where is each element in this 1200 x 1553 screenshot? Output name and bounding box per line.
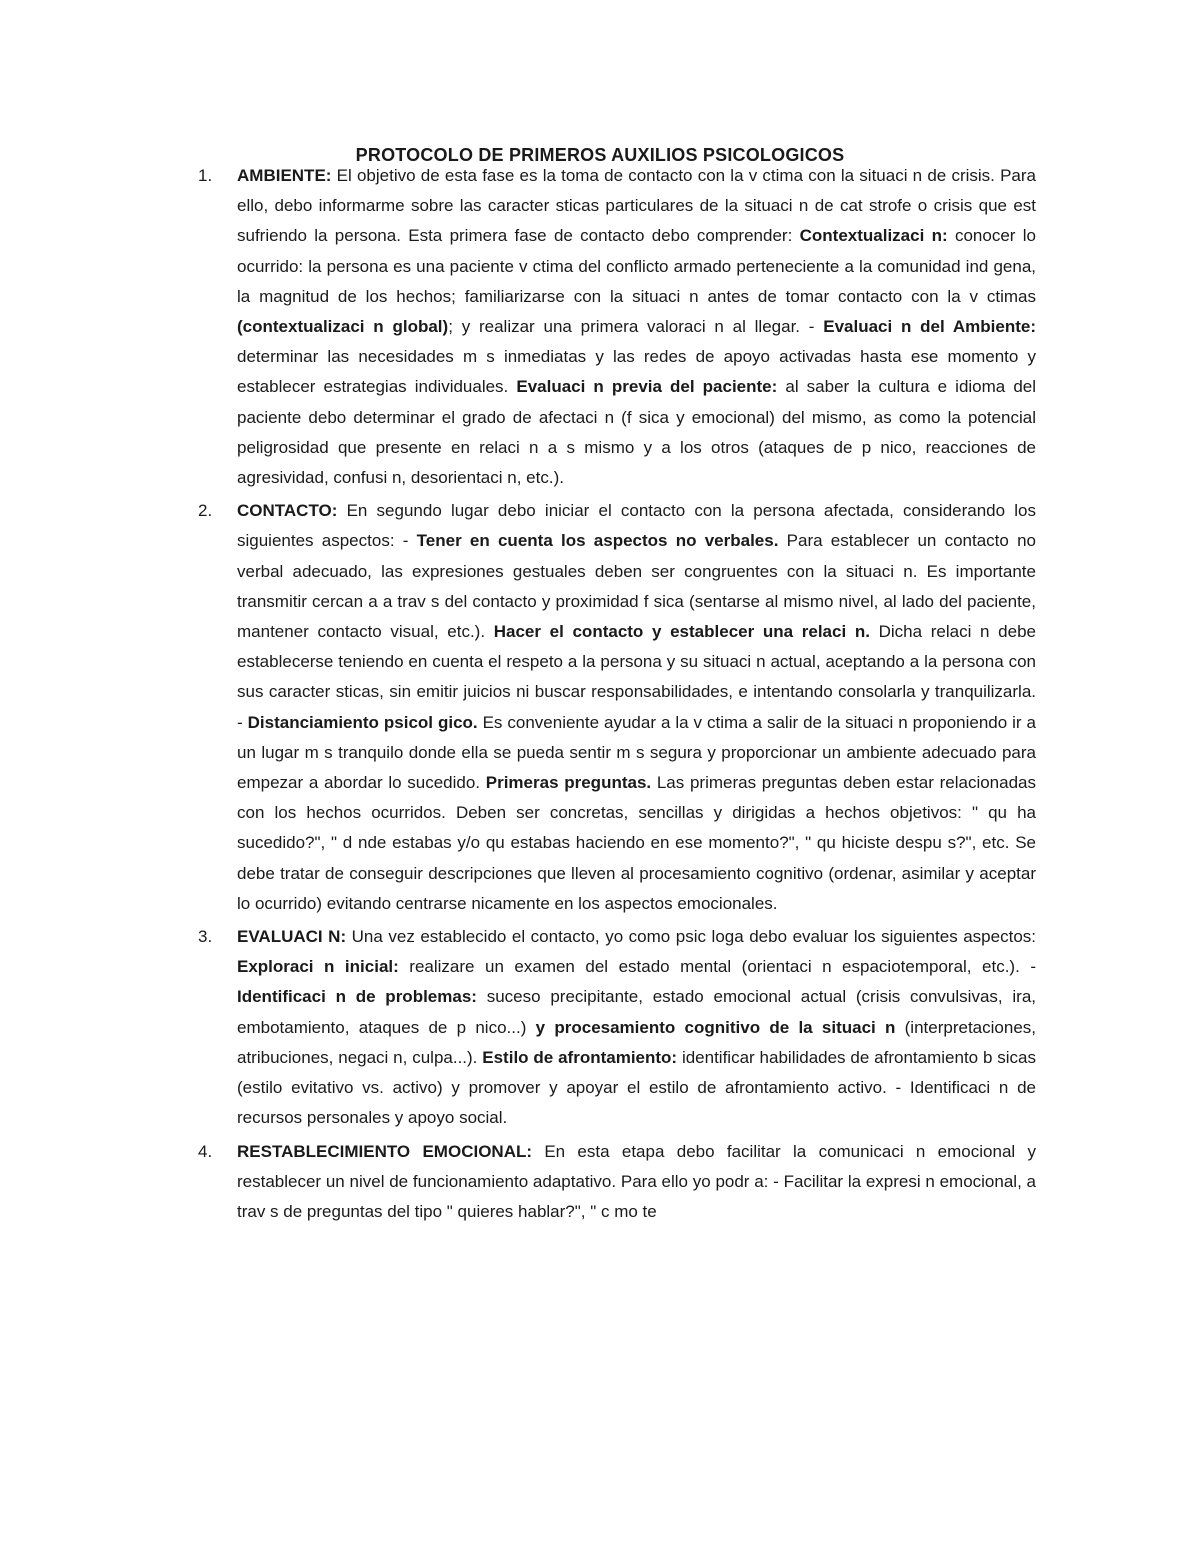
list-item (198, 161, 1036, 493)
bold-text-segment: Primeras preguntas. (485, 773, 652, 793)
text-segment: realizare un examen del estado mental (orientaci n espaciotemporal, etc.). - (398, 957, 1036, 977)
document-title: PROTOCOLO DE PRIMEROS AUXILIOS PSICOLOGICOS (355, 145, 845, 165)
bold-text-segment: Identificaci n de problemas: (237, 987, 477, 1007)
bold-text-segment: Exploraci n inicial: (237, 957, 399, 977)
text-segment: suceso precipitante, estado emocional actual (crisis convulsivas, ira, embotamiento, ataques de p nico...) (237, 987, 1037, 1037)
text-segment: (interpretaciones, atribuciones, negaci n, culpa...). (237, 1017, 1036, 1067)
text-segment: ; y realizar una primera valoraci n al llegar. - (448, 317, 824, 337)
bold-text-segment: RESTABLECIMIENTO EMOCIONAL: (237, 1141, 533, 1161)
bold-text-segment: Evaluaci n previa del paciente: (516, 377, 778, 397)
bold-text-segment: y procesamiento cognitivo de la situaci n (535, 1017, 896, 1037)
text-segment: Para establecer un contacto no verbal adecuado, las expresiones gestuales deben ser congruentes con la situaci n. Es importante transmitir cercan a a trav s del contacto y proximidad f sica (sentarse al mismo nivel, al lado del paciente, mantener contacto visual, etc.). (237, 531, 1036, 642)
text-segment: El objetivo de esta fase es la toma de contacto con la v ctima con la situaci n de crisis. Para ello, debo informarme sobre las caracter sticas particulares de la situaci n de cat strofe o crisis que est sufriendo la persona. Esta primera fase de contacto debo comprender: (237, 166, 1036, 246)
bold-text-segment: Distanciamiento psicol gico. (247, 712, 478, 732)
bold-text-segment: (contextualizaci n global) (237, 317, 449, 337)
text-segment: En esta etapa debo facilitar la comunicaci n emocional y restablecer un nivel de funcionamiento adaptativo. Para ello yo podr a: - Facilitar la expresi n emocional, a trav s de preguntas del tipo " quieres hablar?", " c mo te (237, 1141, 1036, 1221)
text-segment: Dicha relaci n debe establecerse teniendo en cuenta el respeto a la persona y su situaci n actual, aceptando a la persona con sus caracter sticas, sin emitir juicios ni buscar responsabilidades, e intentando consolarla y tranquilizarla. - (237, 622, 1036, 732)
text-segment: conocer lo ocurrido: la persona es una paciente v ctima del conflicto armado perteneciente a la comunidad ind gena, la magnitud de los hechos; familiarizarse con la situaci n antes de tomar contacto con la v ctimas (237, 226, 1036, 306)
text-segment: identificar habilidades de afrontamiento b sicas (estilo evitativo vs. activo) y promover y apoyar el estilo de afrontamiento activo. - Identificaci n de recursos personales y apoyo social. (237, 1047, 1037, 1128)
bold-text-segment: AMBIENTE: (237, 166, 332, 185)
text-segment: al saber la cultura e idioma del paciente debo determinar el grado de afectaci n (f sica y emocional) del mismo, as como la potencial peligrosidad que presente en relaci n a s mismo y a los otros (ataques de p nico, reacciones de agresividad, confusi n, desorientaci n, etc.). (237, 377, 1037, 488)
text-segment: Es conveniente ayudar a la v ctima a salir de la situaci n proponiendo ir a un lugar m s tranquilo donde ella se pueda sentir m s segura y proporcionar un ambiente adecuado para empezar a abordar lo sucedido. (237, 712, 1036, 793)
bold-text-segment: Estilo de afrontamiento: (482, 1047, 678, 1067)
list-item-number: 1. (198, 166, 213, 185)
text-segment: Las primeras preguntas deben estar relacionadas con los hechos ocurridos. Deben ser concretas, sencillas y dirigidas a hechos objetivos: " qu ha sucedido?", " d nde estabas y/o qu estabas haciendo en ese momento?", " qu hiciste despu s?", etc. Se debe tratar de conseguir descripciones que lleven al procesamiento cognitivo (ordenar, asimilar y aceptar lo ocurrido) evitando centrarse nicamente en los aspectos emocionales. (237, 773, 1037, 913)
bold-text-segment: Evaluaci n del Ambiente: (823, 317, 1036, 337)
list-item-number: 2. (198, 501, 213, 521)
list-item-number: 4. (198, 1141, 213, 1161)
bold-text-segment: Hacer el contacto y establecer una relaci n. (493, 622, 870, 642)
protocol-list (198, 161, 1036, 1230)
list-item (198, 922, 1036, 1133)
text-segment: determinar las necesidades m s inmediatas y las redes de apoyo activadas hasta ese momento y establecer estrategias individuales. (237, 347, 1036, 397)
bold-text-segment: EVALUACI N: (237, 927, 347, 947)
bold-text-segment: Tener en cuenta los aspectos no verbales. (416, 531, 779, 551)
list-item-number: 3. (198, 927, 213, 947)
list-item (198, 496, 1036, 919)
list-item (198, 1137, 1036, 1228)
text-segment: En segundo lugar debo iniciar el contacto con la persona afectada, considerando los siguientes aspectos: - (237, 501, 1036, 551)
bold-text-segment: CONTACTO: (237, 501, 338, 521)
text-segment: Una vez establecido el contacto, yo como psic loga debo evaluar los siguientes aspectos: (346, 927, 1036, 947)
bold-text-segment: Contextualizaci n: (799, 226, 948, 246)
